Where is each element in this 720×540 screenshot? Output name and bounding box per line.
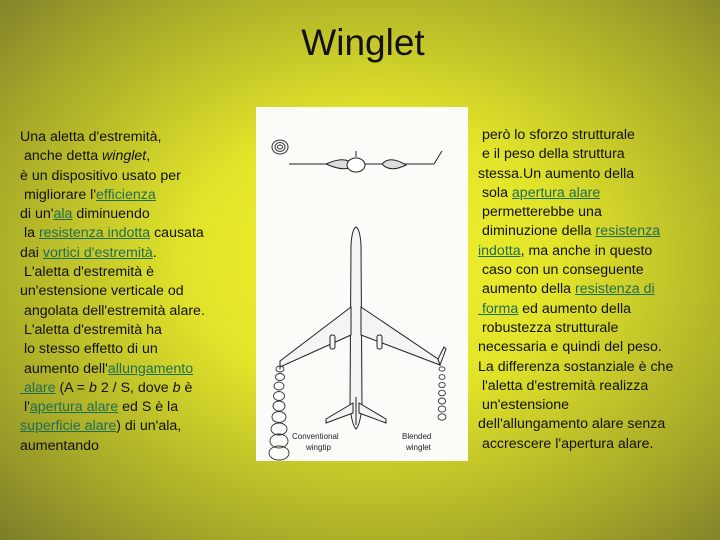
hyperlink[interactable]: ala: [53, 206, 73, 223]
text-line: [20, 360, 205, 379]
text-line: [20, 263, 205, 282]
text-line: [20, 417, 205, 436]
text-line: [478, 396, 673, 415]
text-segment: dai: [20, 244, 43, 261]
text-segment: robustezza strutturale: [478, 319, 619, 336]
hyperlink[interactable]: apertura alare: [29, 399, 119, 416]
text-segment: , ma anche in questo: [520, 242, 653, 259]
text-line: [20, 379, 205, 398]
text-segment: però lo sforzo strutturale: [478, 127, 635, 143]
hyperlink[interactable]: superficie alare: [20, 418, 117, 435]
text-segment: l': [20, 399, 30, 416]
text-segment: e il peso della struttura: [478, 146, 625, 163]
text-line: [478, 222, 673, 241]
text-line: [478, 242, 673, 261]
text-segment: diminuendo: [72, 206, 150, 223]
text-segment: diminuzione della: [478, 223, 596, 240]
text-line: [478, 300, 673, 319]
text-segment: aumento dell': [20, 360, 108, 377]
text-segment: accrescere l'apertura alare.: [478, 435, 654, 452]
text-segment: aletta d'estremità,: [49, 129, 162, 145]
text-segment: un'estensione verticale od: [20, 283, 184, 300]
text-line: [478, 126, 673, 145]
winglet-comparison-figure: [256, 107, 468, 461]
text-segment: .: [152, 244, 157, 261]
text-segment: è un dispositivo usato per: [20, 167, 181, 184]
text-line: [20, 398, 205, 417]
slide-title: Winglet: [301, 22, 425, 63]
caption-wingtip: wingtip: [306, 443, 331, 452]
text-segment: ed S è la: [118, 399, 179, 416]
text-segment: b: [89, 379, 97, 396]
text-line: [20, 282, 205, 301]
top-view-aircraft: [280, 227, 446, 429]
text-line: [478, 435, 673, 454]
caption-conventional: Conventional: [292, 432, 339, 441]
left-text-column: [20, 128, 205, 456]
hyperlink[interactable]: vortici d'estremità: [42, 244, 153, 261]
text-segment: La differenza sostanziale è che: [478, 358, 674, 375]
text-segment: stessa.Un aumento della: [478, 165, 635, 182]
hyperlink[interactable]: resistenza di: [575, 281, 655, 298]
text-line: [20, 147, 205, 166]
text-segment: 2 / S, dove: [96, 379, 173, 396]
hyperlink[interactable]: apertura alare: [511, 184, 601, 201]
text-line: [478, 261, 673, 280]
text-segment: necessaria e quindi del peso.: [478, 339, 662, 356]
text-segment: Una: [20, 129, 50, 145]
text-line: [20, 128, 205, 147]
text-line: [20, 437, 205, 456]
text-segment: angolata dell'estremità alare.: [20, 302, 205, 319]
hyperlink[interactable]: forma: [478, 300, 519, 317]
text-segment: è: [180, 379, 193, 396]
text-segment: ,: [146, 148, 151, 165]
vortex-trail-left: [269, 366, 289, 460]
text-segment: anche detta: [20, 148, 103, 165]
text-line: [478, 165, 673, 184]
text-segment: aumento della: [478, 281, 576, 298]
text-line: [478, 184, 673, 203]
text-segment: winglet: [102, 148, 147, 165]
text-segment: L'aletta d'estremità ha: [20, 321, 162, 338]
text-segment: un'estensione: [478, 397, 570, 414]
hyperlink[interactable]: allungamento: [107, 360, 194, 377]
right-text-column: [478, 126, 673, 454]
text-segment: migliorare l': [20, 186, 97, 203]
front-view-aircraft: [289, 151, 442, 172]
tip-vortex-top: [272, 140, 288, 154]
text-segment: lo stesso effetto di un: [20, 341, 158, 358]
text-segment: aumentando: [20, 437, 99, 454]
hyperlink[interactable]: resistenza: [595, 223, 661, 240]
text-line: [478, 319, 673, 338]
text-segment: ed aumento della: [518, 300, 632, 317]
text-line: [20, 205, 205, 224]
text-line: [478, 203, 673, 222]
text-segment: di un': [20, 206, 54, 223]
text-line: [478, 338, 673, 357]
text-segment: la: [20, 225, 39, 242]
text-segment: L'aletta d'estremità è: [20, 264, 154, 281]
text-segment: permetterebbe una: [478, 204, 602, 221]
hyperlink[interactable]: alare: [20, 379, 56, 396]
text-segment: ) di un'ala,: [116, 418, 182, 435]
text-segment: sola: [478, 184, 512, 201]
hyperlink[interactable]: efficienza: [96, 186, 156, 203]
text-line: [478, 415, 673, 434]
text-segment: b: [172, 379, 181, 396]
text-line: [20, 186, 205, 205]
vortex-trail-right: [438, 367, 446, 420]
text-line: [20, 244, 205, 263]
text-line: [20, 302, 205, 321]
text-segment: dell'allungamento alare senza: [478, 416, 666, 433]
caption-blended: Blended: [402, 432, 432, 441]
hyperlink[interactable]: indotta: [478, 242, 521, 259]
text-segment: (A =: [55, 379, 90, 396]
hyperlink[interactable]: resistenza indotta: [38, 225, 151, 242]
text-line: [20, 340, 205, 359]
text-segment: caso con un conseguente: [478, 262, 644, 279]
caption-winglet: winglet: [406, 443, 431, 452]
text-line: [478, 377, 673, 396]
text-line: [20, 224, 205, 243]
text-segment: causata: [150, 225, 204, 242]
text-line: [478, 280, 673, 299]
text-segment: l'aletta d'estremità realizza: [478, 377, 649, 394]
aircraft-diagram: [256, 107, 468, 461]
text-line: [478, 145, 673, 164]
text-line: [478, 358, 673, 377]
text-line: [20, 321, 205, 340]
text-line: [20, 167, 205, 186]
